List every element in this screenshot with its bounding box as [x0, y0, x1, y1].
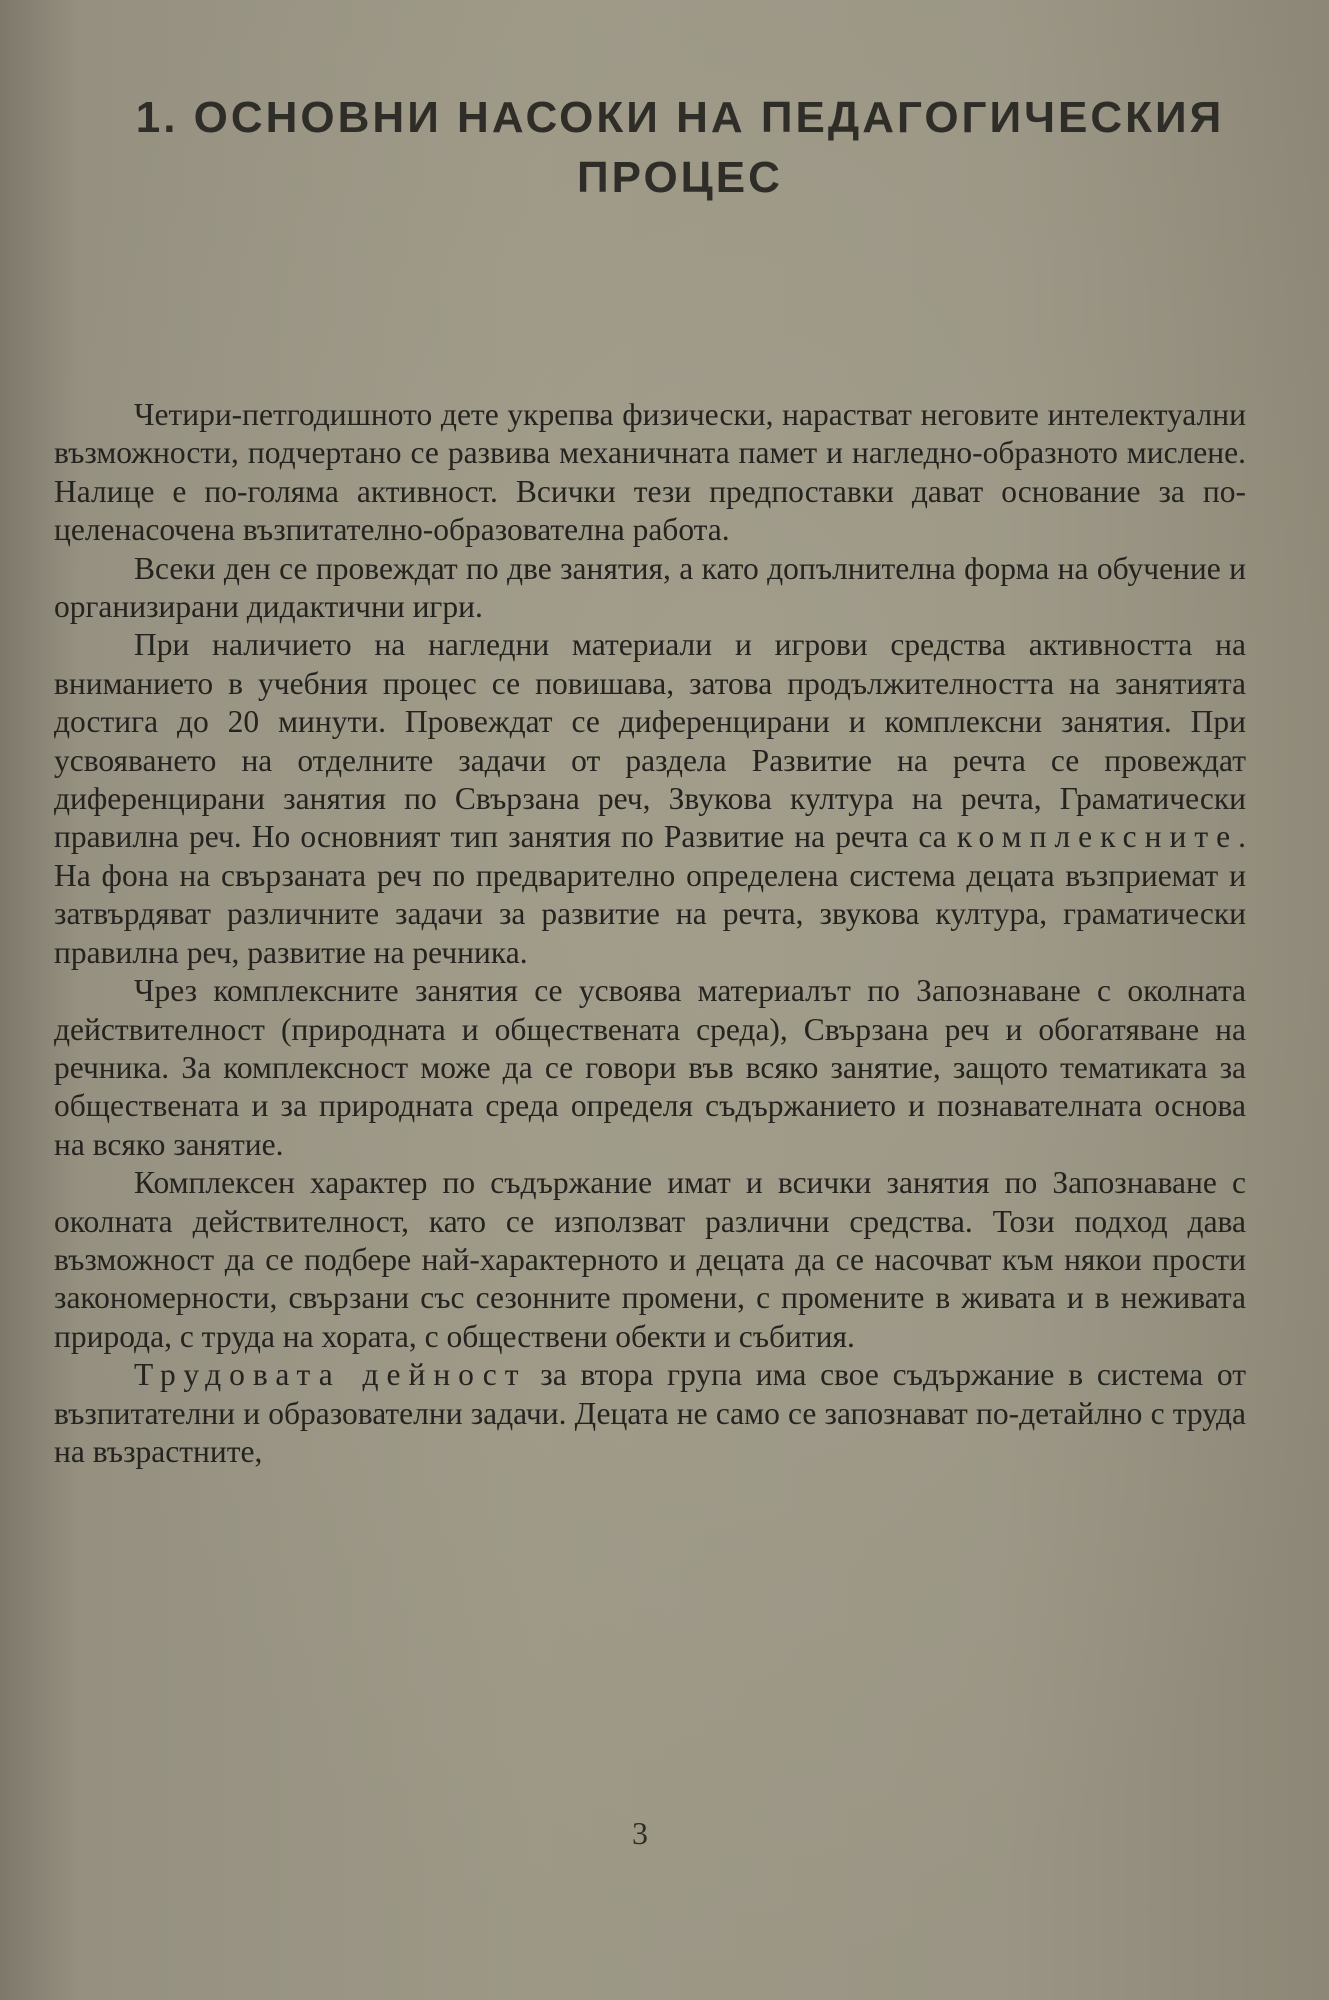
paragraph-6-emphasis: Трудовата дейност [134, 1357, 527, 1393]
chapter-title-line-2: ПРОЦЕС [577, 153, 783, 202]
page-number: 3 [632, 1815, 648, 1851]
paragraph-6 [54, 1356, 1246, 1471]
chapter-title [80, 88, 1280, 208]
body-text [54, 396, 1246, 1471]
paragraph-4: Чрез комплексните занятия се усвоява материалът по Запознаване с околната действителност (природната и обществената среда), Свързана реч и обогатяване на речника. За комплексност може да се говори във всяко занятие, защото тематиката за обществената и за природната среда определя съдържанието и познавателната основа на всяко занятие. [54, 973, 1246, 1162]
paragraph-2: Всеки ден се провеждат по две занятия, а като допълнителна форма на обучение и организирани дидактични игри. [54, 550, 1246, 625]
paragraph-6-text-after: за втора група има свое съдържание в система от възпитателни и образователни задачи. Децата не само се запознават по-детайлно с труда на възрастните, [54, 1357, 1246, 1469]
paragraph-1: Четири-петгодишното дете укрепва физически, нарастват неговите интелектуални възможности, подчертано се развива механичната памет и нагледно-образното мислене. Налице е по-голяма активност. Всички тези предпоставки дават основание за по-целенасочена възпитателно-образователна работа. [54, 397, 1246, 548]
paragraph-3 [54, 626, 1246, 972]
chapter-title-line-1: 1. ОСНОВНИ НАСОКИ НА ПЕДАГОГИЧЕСКИЯ [135, 93, 1225, 142]
paragraph-3-emphasis: комплексните [956, 819, 1239, 855]
paragraph-3-text-after: . На фона на свързаната реч по предварително определена система децата възприемат и затвърдяват различните задачи за развитие на речта, звукова култура, граматически правилна реч, развитие на речника. [54, 819, 1246, 970]
paragraph-5: Комплексен характер по съдържание имат и всички занятия по Запознаване с околната действителност, като се използват различни средства. Този подход дава възможност да се подбере най-характерното и децата да се насочват към някои прости закономерности, свързани със сезонните промени, с промените в живата и в неживата природа, с труда на хората, с обществени обекти и събития. [54, 1165, 1246, 1354]
paragraph-3-text-before: При наличието на нагледни материали и игрови средства активността на вниманието в учебния процес се повишава, затова продължителността на занятията достига до 20 минути. Провеждат се диференцирани и комплексни занятия. При усвояването на отделните задачи от раздела Развитие на речта се провеждат диференцирани занятия по Свързана реч, Звукова култура на речта, Граматически правилна реч. Но основният тип занятия по Развитие на речта са [54, 627, 1246, 855]
